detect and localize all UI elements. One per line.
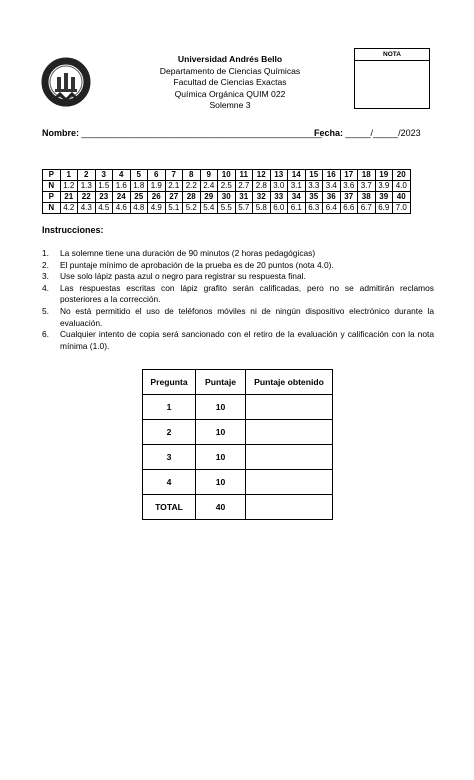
points-cell: 37: [340, 192, 358, 203]
row-label: N: [43, 203, 61, 214]
points-cell: 3: [95, 170, 113, 181]
grade-cell: 2.7: [235, 181, 253, 192]
points-cell: 13: [270, 170, 288, 181]
question-cell: 1: [143, 395, 196, 420]
instruction-item: [42, 283, 434, 306]
grade-cell: 4.5: [95, 203, 113, 214]
points-cell: 4: [113, 170, 131, 181]
grade-cell: 5.4: [200, 203, 218, 214]
grade-cell: 2.1: [165, 181, 183, 192]
points-cell: 10: [218, 170, 236, 181]
row-label: N: [43, 181, 61, 192]
points-cell: 2: [78, 170, 96, 181]
grade-cell: 3.3: [305, 181, 323, 192]
score-conversion-table: [42, 169, 411, 214]
grade-cell: 3.4: [323, 181, 341, 192]
instruction-text: El puntaje mínimo de aprobación de la prueba es de 20 puntos (nota 4.0).: [60, 259, 334, 270]
grade-cell: 5.1: [165, 203, 183, 214]
points-cell: 33: [270, 192, 288, 203]
grade-cell: 3.7: [358, 181, 376, 192]
grade-cell: 1.8: [130, 181, 148, 192]
date-field: [314, 128, 421, 138]
instruction-item: [42, 260, 434, 272]
points-cell: 18: [358, 170, 376, 181]
grade-cell: 4.9: [148, 203, 166, 214]
instruction-item: [42, 306, 434, 329]
points-table-row: [143, 470, 333, 495]
obtained-points-cell: [246, 495, 333, 520]
max-points-cell: 10: [196, 445, 246, 470]
points-cell: 1: [60, 170, 78, 181]
student-info-line: [42, 128, 442, 138]
points-cell: 25: [130, 192, 148, 203]
points-cell: 6: [148, 170, 166, 181]
grade-box-label: NOTA: [355, 49, 429, 61]
points-table-row: [143, 395, 333, 420]
grade-cell: 1.6: [113, 181, 131, 192]
document-header: [120, 54, 340, 112]
grade-cell: 6.6: [340, 203, 358, 214]
grade-cell: 6.0: [270, 203, 288, 214]
grade-cell: 1.5: [95, 181, 113, 192]
instruction-number: 3.: [42, 271, 49, 282]
points-cell: 11: [235, 170, 253, 181]
header-puntaje-obtenido: Puntaje obtenido: [246, 370, 333, 395]
grade-cell: 6.9: [375, 203, 393, 214]
obtained-points-cell: [246, 420, 333, 445]
date-blank: _____/_____/2023: [345, 128, 421, 138]
question-cell: 3: [143, 445, 196, 470]
instruction-number: 4.: [42, 282, 49, 293]
grade-cell: 2.2: [183, 181, 201, 192]
department-name: Departamento de Ciencias Químicas: [159, 65, 301, 76]
obtained-points-cell: [246, 445, 333, 470]
grade-cell: 3.1: [288, 181, 306, 192]
points-cell: 26: [148, 192, 166, 203]
grade-cell: 1.2: [60, 181, 78, 192]
grade-box: [354, 48, 430, 109]
grade-cell: 1.3: [78, 181, 96, 192]
instruction-item: [42, 248, 434, 260]
points-cell: 15: [305, 170, 323, 181]
university-seal-icon: [40, 56, 92, 108]
grade-cell: 6.4: [323, 203, 341, 214]
points-cell: 9: [200, 170, 218, 181]
grade-cell: 4.3: [78, 203, 96, 214]
grade-cell: 3.0: [270, 181, 288, 192]
points-cell: 39: [375, 192, 393, 203]
instructions-title: Instrucciones:: [42, 225, 104, 235]
points-cell: 31: [235, 192, 253, 203]
points-cell: 23: [95, 192, 113, 203]
grade-cell: 6.3: [305, 203, 323, 214]
instruction-text: Use solo lápiz pasta azul o negro para registrar su respuesta final.: [60, 271, 306, 282]
grade-cell: 5.2: [183, 203, 201, 214]
instruction-text: Las respuestas escritas con lápiz grafito serán calificadas, pero no se admitirán reclamos posteriores a la corrección.: [60, 282, 434, 305]
points-cell: 21: [60, 192, 78, 203]
points-cell: 20: [393, 170, 411, 181]
points-row: [43, 192, 411, 203]
points-cell: 36: [323, 192, 341, 203]
header-pregunta: Pregunta: [143, 370, 196, 395]
instruction-number: 5.: [42, 305, 49, 316]
points-cell: 17: [340, 170, 358, 181]
question-cell: 2: [143, 420, 196, 445]
points-cell: 38: [358, 192, 376, 203]
instruction-item: [42, 271, 434, 283]
grade-cell: 6.1: [288, 203, 306, 214]
points-cell: 29: [200, 192, 218, 203]
max-points-cell: 10: [196, 395, 246, 420]
points-cell: 14: [288, 170, 306, 181]
faculty-name: Facultad de Ciencias Exactas: [173, 77, 287, 88]
grade-cell: 4.2: [60, 203, 78, 214]
instruction-number: 2.: [42, 259, 49, 270]
points-table: [142, 369, 333, 520]
grade-cell: 3.9: [375, 181, 393, 192]
grade-cell: 5.5: [218, 203, 236, 214]
instructions-list: [42, 248, 434, 352]
points-table-header: [143, 370, 333, 395]
grade-cell: 2.4: [200, 181, 218, 192]
points-cell: 19: [375, 170, 393, 181]
grade-cell: 2.5: [218, 181, 236, 192]
grade-cell: 5.8: [253, 203, 271, 214]
obtained-points-cell: [246, 470, 333, 495]
points-cell: 22: [78, 192, 96, 203]
points-row: [43, 170, 411, 181]
course-name: Química Orgánica QUIM 022: [174, 88, 286, 99]
instruction-number: 6.: [42, 329, 49, 340]
points-table-row: [143, 495, 333, 520]
grades-row: [43, 203, 411, 214]
max-points-cell: 10: [196, 420, 246, 445]
grade-cell: 1.9: [148, 181, 166, 192]
obtained-points-cell: [246, 395, 333, 420]
university-name: Universidad Andrés Bello: [177, 54, 283, 64]
name-blank: ________________________________________________: [81, 128, 322, 138]
points-cell: 12: [253, 170, 271, 181]
grade-cell: 6.7: [358, 203, 376, 214]
row-label: P: [43, 170, 61, 181]
exam-name: Solemne 3: [209, 100, 251, 111]
points-cell: 7: [165, 170, 183, 181]
max-points-cell: 10: [196, 470, 246, 495]
points-cell: 35: [305, 192, 323, 203]
grade-cell: 7.0: [393, 203, 411, 214]
points-cell: 34: [288, 192, 306, 203]
grade-cell: 4.0: [393, 181, 411, 192]
max-points-cell: 40: [196, 495, 246, 520]
points-cell: 28: [183, 192, 201, 203]
date-label: Fecha:: [314, 128, 344, 138]
name-label: Nombre:: [42, 128, 80, 138]
grades-row: [43, 181, 411, 192]
points-cell: 30: [218, 192, 236, 203]
grade-cell: 4.8: [130, 203, 148, 214]
instruction-item: [42, 329, 434, 352]
instruction-number: 1.: [42, 248, 49, 258]
row-label: P: [43, 192, 61, 203]
instruction-text: No está permitido el uso de teléfonos móviles ni de ningún dispositivo electrónico durante la evaluación.: [60, 305, 434, 328]
points-table-row: [143, 420, 333, 445]
header-puntaje: Puntaje: [196, 370, 246, 395]
question-cell: TOTAL: [143, 495, 196, 520]
question-cell: 4: [143, 470, 196, 495]
points-cell: 5: [130, 170, 148, 181]
points-table-row: [143, 445, 333, 470]
points-cell: 27: [165, 192, 183, 203]
points-cell: 40: [393, 192, 411, 203]
grade-cell: 3.6: [340, 181, 358, 192]
instruction-text: Cualquier intento de copia será sancionado con el retiro de la evaluación y calificación con la nota mínima (1.0).: [60, 329, 434, 351]
instruction-text: La solemne tiene una duración de 90 minutos (2 horas pedagógicas): [60, 248, 316, 258]
grade-cell: 5.7: [235, 203, 253, 214]
grade-cell: 4.6: [113, 203, 131, 214]
grade-cell: 2.8: [253, 181, 271, 192]
points-cell: 24: [113, 192, 131, 203]
points-cell: 16: [323, 170, 341, 181]
points-cell: 32: [253, 192, 271, 203]
points-cell: 8: [183, 170, 201, 181]
